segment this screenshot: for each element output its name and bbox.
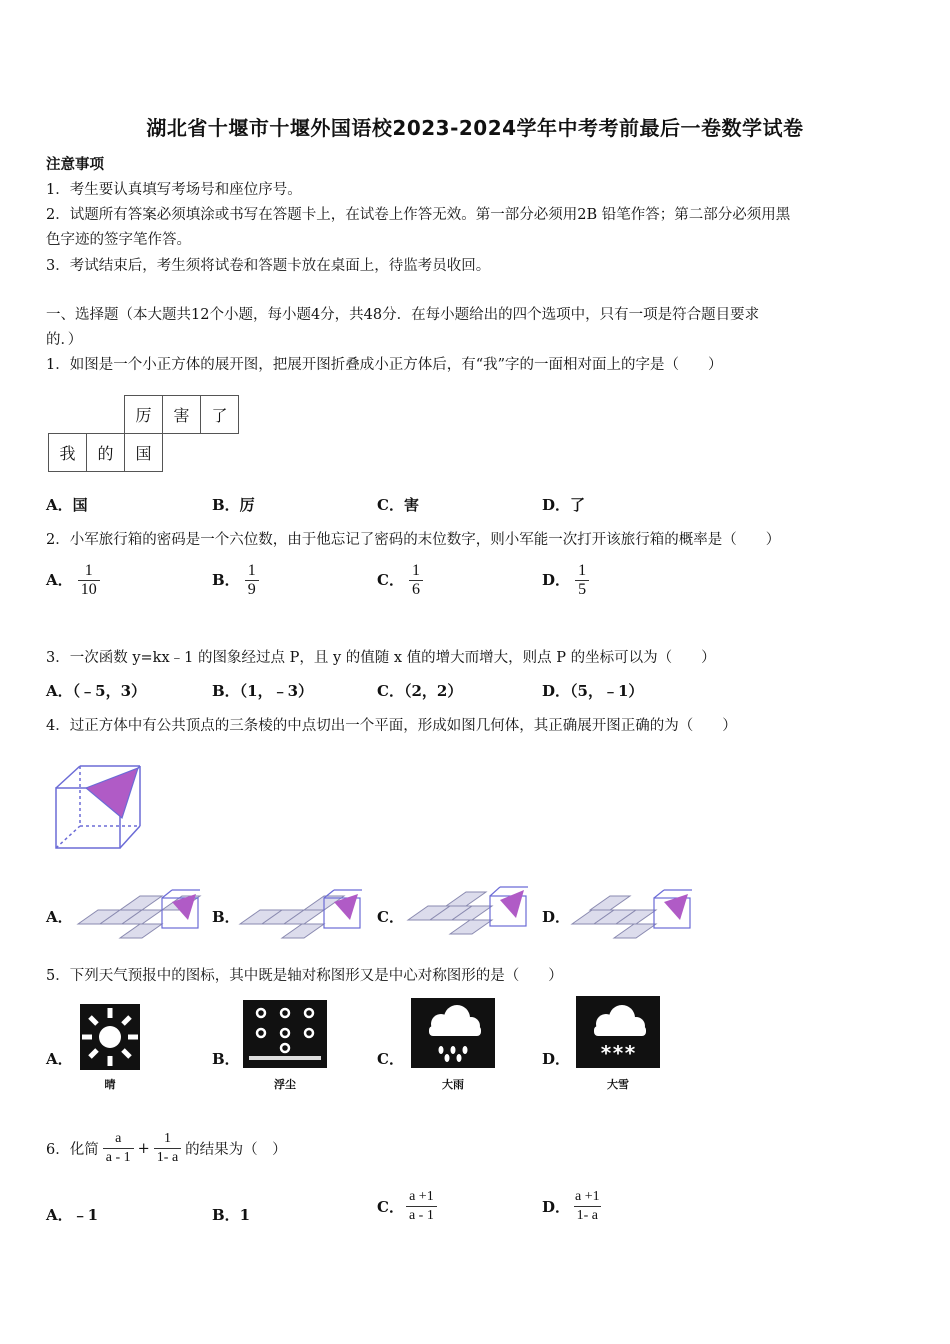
svg-text:***: ***: [599, 1041, 637, 1065]
heavy-snow-icon: [576, 996, 660, 1068]
q5-caption-c: 大雨: [442, 1078, 464, 1091]
q5-caption-b: 浮尘: [274, 1078, 296, 1091]
q6-option-a: A．﹣1: [46, 1206, 99, 1224]
notice-item-2: 2．试题所有答案必须填涂或书写在答题卡上，在试卷上作答无效。第一部分必须用2B 铅笔作答；第二部分必须用黑: [46, 207, 791, 223]
q4-net-a: [76, 888, 202, 940]
q1-stem: 1．如图是一个小正方体的展开图，把展开图折叠成小正方体后，有“我”字的一面相对面上的字是（ ）: [46, 357, 723, 373]
q1-option-c: C．害: [377, 496, 419, 514]
q4-label-c: C．: [377, 908, 404, 926]
q6-fraction-2: $\frac{1}{1- a}$: [154, 1130, 181, 1167]
q2-option-c: C． $\frac{1}{6}$: [377, 562, 423, 599]
q5-stem: 5．下列天气预报中的图标，其中既是轴对称图形又是中心对称图形的是（ ）: [46, 968, 563, 984]
q4-label-b: B．: [212, 908, 240, 926]
notice-heading: 注意事项: [46, 156, 104, 173]
page-title: 湖北省十堰市十堰外国语校2023-2024学年中考考前最后一卷数学试卷: [146, 116, 804, 140]
sun-icon: [80, 1004, 140, 1070]
net-cell: 国: [125, 434, 163, 472]
q2-stem: 2．小军旅行箱的密码是一个六位数，由于他忘记了密码的末位数字，则小军能一次打开该旅行箱的概率是（ ）: [46, 532, 781, 548]
q6-option-b: B．1: [212, 1206, 251, 1224]
notice-item-2-cont: 色字迹的签字笔作答。: [46, 232, 191, 248]
net-cell: 害: [163, 396, 201, 434]
q3-option-b: B．（1，﹣3）: [212, 682, 314, 700]
dust-icon: [243, 1000, 327, 1068]
q5-label-a: A．: [46, 1050, 73, 1068]
q4-label-d: D．: [542, 908, 571, 926]
q6-fraction-1: $\frac{a}{a - 1}$: [103, 1130, 134, 1167]
q1-option-d: D．了: [542, 496, 586, 514]
section-heading-cont: 的．）: [46, 332, 83, 348]
q4-stem: 4．过正方体中有公共顶点的三条棱的中点切出一个平面，形成如图几何体，其正确展开图正确的为（ ）: [46, 718, 737, 734]
q3-option-d: D．（5，﹣1）: [542, 682, 644, 700]
net-cell: 我: [49, 434, 87, 472]
q4-net-c: [406, 884, 532, 940]
section-heading: 一、选择题（本大题共12个小题，每小题4分，共48分．在每小题给出的四个选项中，只有一项是符合题目要求: [46, 307, 760, 323]
q6-option-d: D． $\frac{a +1}{1- a}$: [542, 1189, 600, 1223]
q6-option-c: C． $\frac{a +1}{a - 1}$: [377, 1188, 437, 1225]
q2-option-a: A． $\frac{1}{10}$: [46, 562, 100, 599]
q5-caption-d: 大雪: [607, 1078, 629, 1091]
q3-stem: 3．一次函数 y=kx﹣1 的图象经过点 P，且 y 的值随 x 值的增大而增大，则点 P 的坐标可以为（ ）: [46, 650, 716, 666]
net-cell: 厉: [125, 396, 163, 434]
q4-net-d: [570, 888, 696, 940]
net-cell: 了: [201, 396, 239, 434]
notice-item-1: 1．考生要认真填写考场号和座位序号。: [46, 182, 302, 198]
q5-label-d: D．: [542, 1050, 571, 1068]
q6-stem: 6．化简 $\frac{a}{a - 1}$ + $\frac{1}{1- a}$ 的结果为（ ）: [46, 1131, 287, 1165]
q4-net-b: [238, 888, 364, 940]
q2-option-b: B． $\frac{1}{9}$: [212, 562, 259, 599]
net-cell: 的: [87, 434, 125, 472]
notice-item-3: 3．考试结束后，考生须将试卷和答题卡放在桌面上，待监考员收回。: [46, 258, 491, 274]
q5-label-c: C．: [377, 1050, 404, 1068]
q1-cube-net: [48, 395, 239, 472]
q3-option-c: C．（2，2）: [377, 682, 463, 700]
heavy-rain-icon: [411, 998, 495, 1068]
q5-caption-a: 晴: [104, 1078, 116, 1091]
q5-label-b: B．: [212, 1050, 240, 1068]
q4-cube-figure: [52, 760, 147, 852]
q1-option-a: A．国: [46, 496, 88, 514]
q4-label-a: A．: [46, 908, 73, 926]
q3-option-a: A．（﹣5，3）: [46, 682, 147, 700]
q1-option-b: B．厉: [212, 496, 255, 514]
q2-option-d: D． $\frac{1}{5}$: [542, 562, 589, 599]
